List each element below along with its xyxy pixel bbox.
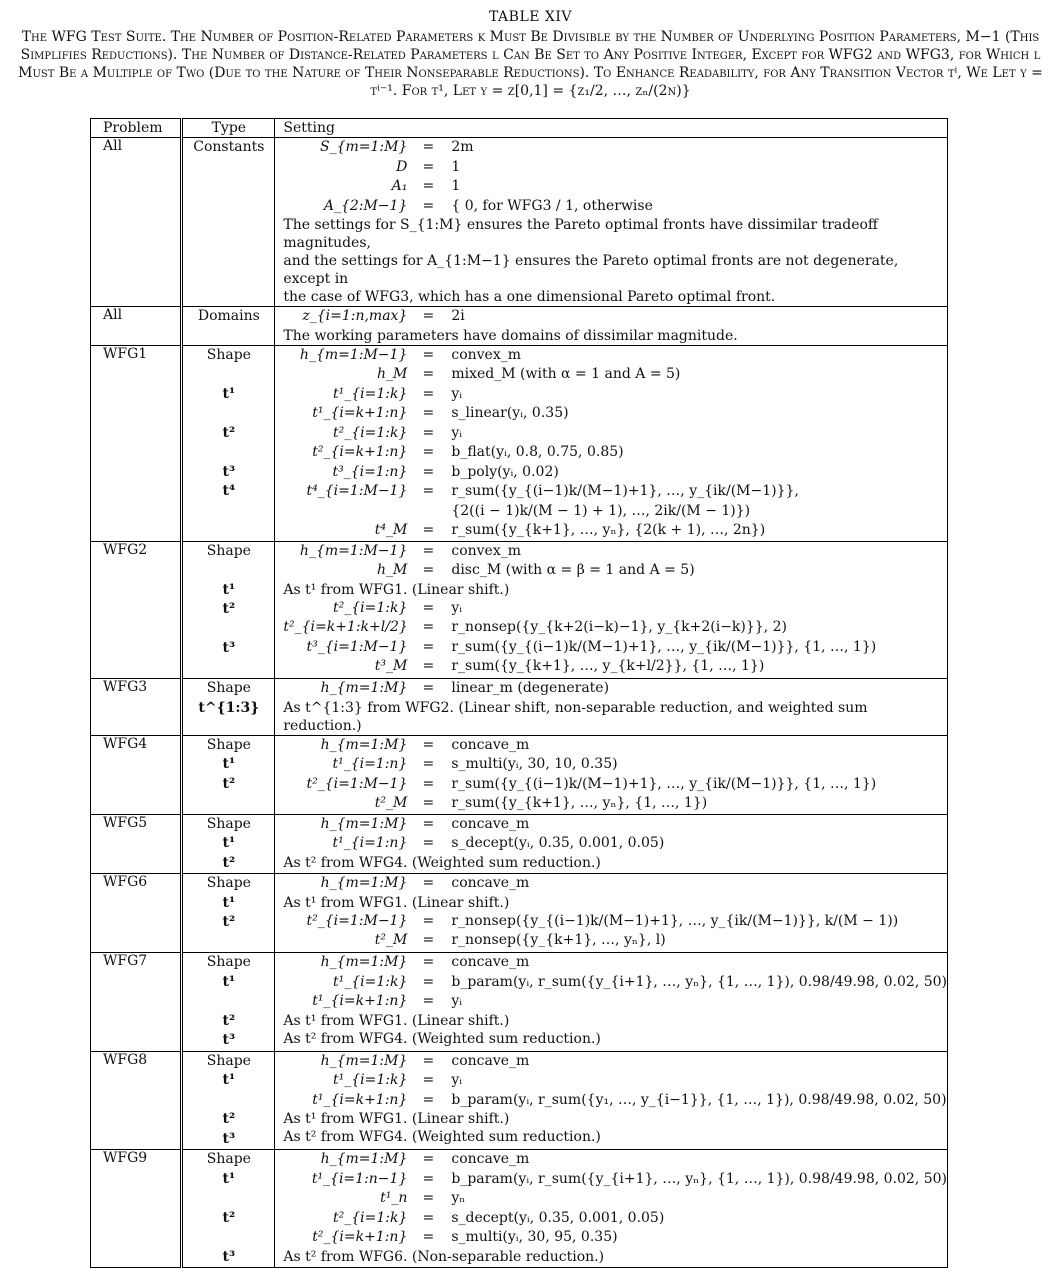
equation-lhs	[283, 502, 413, 522]
equation-rhs: yᵢ	[451, 385, 463, 402]
equation-lhs: t³_{i=1:M−1}	[306, 638, 408, 655]
equation-rhs: r_sum({y_{k+1}, …, yₙ}, {1, …, 1})	[451, 795, 708, 811]
equation-row	[283, 424, 947, 444]
type-entry	[183, 1091, 274, 1111]
equation-lhs: z_{i=1:n,max}	[302, 308, 408, 324]
equals-sign: =	[422, 736, 435, 753]
problem-cell: All	[91, 138, 182, 307]
type-entry	[183, 992, 274, 1012]
equation-rhs: s_linear(yᵢ, 0.35)	[451, 405, 569, 421]
type-cell	[182, 953, 275, 1052]
table-row	[91, 735, 948, 814]
table-row	[91, 1150, 948, 1268]
type-entry: Shape	[206, 954, 251, 970]
equation-rhs: s_multi(yᵢ, 30, 10, 0.35)	[451, 756, 618, 772]
setting-note: the case of WFG3, which has a one dimensional Pareto optimal front.	[283, 289, 776, 305]
table-caption	[0, 0, 1061, 100]
problem-cell: WFG8	[91, 1051, 182, 1150]
equation-row	[283, 1228, 947, 1248]
equation-row	[283, 953, 947, 973]
equation-rhs: b_param(yᵢ, r_sum({y_{i+1}, …, yₙ}, {1, …, 1}), 0.98/49.98, 0.02, 50)	[451, 1170, 947, 1187]
equals-sign: =	[422, 405, 435, 421]
equation-row	[283, 502, 947, 522]
setting-note: As t² from WFG4. (Weighted sum reduction.)	[283, 1129, 601, 1145]
type-entry	[183, 404, 274, 424]
equation-lhs: t²_M	[374, 932, 408, 948]
equation-rhs: convex_m	[451, 542, 522, 559]
equals-sign: =	[422, 1229, 435, 1245]
type-entry: t¹	[222, 581, 236, 598]
equation-rhs: yᵢ	[451, 424, 463, 441]
problem-cell: WFG6	[91, 874, 182, 953]
equals-sign: =	[422, 366, 435, 382]
equation-lhs: h_{m=1:M}	[320, 875, 408, 891]
type-entry	[183, 1228, 274, 1248]
equation-rhs: concave_m	[451, 954, 530, 970]
type-entry: Shape	[206, 346, 251, 363]
setting-note: As t¹ from WFG1. (Linear shift.)	[283, 894, 510, 911]
type-entry: Shape	[206, 1151, 251, 1167]
table-row	[91, 953, 948, 1052]
table-row	[91, 1051, 948, 1150]
equals-sign: =	[422, 444, 435, 460]
equation-row	[283, 638, 947, 658]
equation-row	[283, 346, 947, 366]
equation-lhs: h_{m=1:M}	[320, 815, 408, 832]
equation-rhs: r_sum({y_{(i−1)k/(M−1)+1}, …, y_{ik/(M−1)}}, {1, …, 1})	[451, 638, 877, 655]
problem-cell: WFG5	[91, 814, 182, 874]
table-label: TABLE XIV	[488, 9, 573, 25]
equals-sign	[413, 502, 443, 522]
setting-cell	[275, 345, 948, 541]
equals-sign: =	[422, 463, 435, 480]
table-row	[91, 874, 948, 953]
equals-sign: =	[422, 775, 435, 792]
equation-row	[283, 931, 947, 951]
equation-row	[283, 657, 947, 677]
equation-rhs: 2m	[451, 139, 474, 155]
type-entry: t²	[222, 601, 236, 617]
equation-rhs: r_sum({y_{k+1}, …, yₙ}, {2(k + 1), …, 2n})	[451, 522, 766, 538]
equation-rhs: b_param(yᵢ, r_sum({y₁, …, y_{i−1}}, {1, …, 1}), 0.98/49.98, 0.02, 50)	[451, 1091, 947, 1108]
equals-sign: =	[422, 1209, 435, 1226]
equation-lhs: D	[396, 158, 408, 175]
equation-row	[283, 307, 947, 327]
problem-cell: WFG4	[91, 735, 182, 814]
equation-lhs: t¹_n	[380, 1190, 408, 1206]
setting-cell	[275, 874, 948, 953]
type-entry: t¹	[222, 973, 236, 990]
equation-row	[283, 463, 947, 483]
type-entry: t¹	[222, 1072, 236, 1088]
type-entry	[183, 659, 274, 679]
equation-row	[283, 1170, 947, 1190]
equals-sign: =	[422, 1151, 435, 1167]
equation-lhs: h_{m=1:M−1}	[299, 542, 408, 559]
table-row	[91, 679, 948, 736]
equals-sign: =	[422, 385, 435, 402]
equals-sign: =	[422, 1072, 435, 1088]
problem-cell: WFG2	[91, 541, 182, 679]
equation-rhs: r_sum({y_{(i−1)k/(M−1)+1}, …, y_{ik/(M−1)}}, {1, …, 1})	[451, 775, 877, 792]
setting-note: As t² from WFG4. (Weighted sum reduction.)	[283, 1030, 601, 1047]
equation-row	[283, 1209, 947, 1229]
type-entry: t²	[222, 1111, 236, 1127]
equation-rhs: 2i	[451, 308, 465, 324]
header-setting: Setting	[275, 119, 948, 138]
equation-row	[283, 912, 947, 932]
setting-cell	[275, 541, 948, 679]
equation-lhs: h_{m=1:M}	[320, 1151, 408, 1167]
equals-sign: =	[422, 424, 435, 441]
setting-note: As t² from WFG4. (Weighted sum reduction.)	[283, 854, 601, 871]
type-entry: Shape	[206, 542, 251, 559]
equation-rhs: r_sum({y_{(i−1)k/(M−1)+1}, …, y_{ik/(M−1)}},	[451, 483, 799, 499]
table-row	[91, 138, 948, 307]
equation-row	[283, 1091, 947, 1111]
caption-text: The WFG Test Suite. The Number of Position-Related Parameters k Must Be Divisible by the Number of Underlying Position Parameters, M−1 (This Simplifies Reductions). The Number of Distance-Related Parameters l Can Be Set to Any Positive Integer, Except for WFG2 and WFG3, for Which l Must Be a Multiple of Two (Due to the Nature of Their Nonseparable Reductions). To Enhance Readability, for Any Transition Vector tⁱ, We Let y = tⁱ⁻¹. For t¹, Let y = z[0,1] = {z₁/2, …, zₙ/(2n)}	[18, 29, 1043, 99]
type-entry: t¹	[222, 385, 236, 402]
type-entry: t¹	[222, 756, 236, 772]
equals-sign: =	[422, 522, 435, 538]
equals-sign: =	[422, 912, 435, 929]
equation-rhs: r_nonsep({y_{k+1}, …, yₙ}, l)	[451, 932, 666, 948]
equation-row	[283, 365, 947, 385]
setting-cell	[275, 1051, 948, 1150]
equation-row	[283, 521, 947, 541]
equation-lhs: A₁	[391, 178, 408, 194]
equals-sign: =	[422, 483, 435, 499]
equation-rhs: yₙ	[451, 1190, 466, 1206]
equation-lhs: t¹_{i=k+1:n}	[312, 405, 408, 421]
equation-lhs: h_M	[377, 366, 408, 382]
type-entry: t²	[222, 1209, 236, 1226]
table-row	[91, 541, 948, 679]
type-cell	[182, 307, 275, 346]
equation-rhs: r_nonsep({y_{(i−1)k/(M−1)+1}, …, y_{ik/(M−1)}}, k/(M − 1))	[451, 912, 899, 929]
type-entry	[183, 521, 274, 541]
equation-row	[283, 973, 947, 993]
equals-sign: =	[422, 1052, 435, 1069]
type-cell	[182, 541, 275, 679]
problem-cell: WFG1	[91, 345, 182, 541]
equals-sign: =	[422, 197, 435, 214]
setting-note: The working parameters have domains of dissimilar magnitude.	[283, 327, 738, 344]
equation-rhs: r_sum({y_{k+1}, …, y_{k+l/2}}, {1, …, 1})	[451, 658, 765, 674]
equation-lhs: S_{m=1:M}	[319, 139, 408, 155]
equation-lhs: t²_{i=1:M−1}	[306, 775, 408, 792]
equation-rhs: concave_m	[451, 875, 530, 891]
equation-rhs: { 0, for WFG3 / 1, otherwise	[451, 197, 653, 214]
problem-cell: All	[91, 307, 182, 346]
header-type: Type	[182, 119, 275, 138]
equals-sign: =	[422, 638, 435, 655]
type-entry	[183, 561, 274, 581]
equation-row	[283, 874, 947, 894]
equation-rhs: yᵢ	[451, 599, 463, 616]
equation-rhs: yᵢ	[451, 1072, 463, 1088]
equation-rhs: s_multi(yᵢ, 30, 95, 0.35)	[451, 1229, 618, 1245]
equation-row	[283, 404, 947, 424]
type-entry	[183, 794, 274, 814]
type-entry: t¹	[222, 1170, 236, 1187]
setting-note: and the settings for A_{1:M−1} ensures the Pareto optimal fronts are not degenerate, except in	[283, 253, 899, 287]
equation-rhs: s_decept(yᵢ, 0.35, 0.001, 0.05)	[451, 835, 665, 851]
equation-row	[283, 561, 947, 581]
equation-row	[283, 679, 947, 699]
equation-row	[283, 1150, 947, 1170]
type-cell	[182, 1051, 275, 1150]
table-row	[91, 307, 948, 346]
equals-sign: =	[422, 542, 435, 559]
equation-rhs: s_decept(yᵢ, 0.35, 0.001, 0.05)	[451, 1209, 665, 1226]
setting-cell	[275, 814, 948, 874]
equation-lhs: h_M	[377, 562, 408, 578]
equals-sign: =	[422, 756, 435, 772]
setting-cell	[275, 138, 948, 307]
type-entry: t^{1:3}	[198, 699, 260, 716]
equation-row	[283, 542, 947, 562]
type-entry: Shape	[206, 736, 251, 753]
equals-sign: =	[422, 346, 435, 363]
equation-lhs: t¹_{i=1:k}	[332, 973, 408, 990]
equation-rhs: 1	[451, 178, 461, 194]
table-row	[91, 345, 948, 541]
equation-lhs: t³_M	[374, 658, 408, 674]
setting-cell	[275, 953, 948, 1052]
equation-rhs: linear_m (degenerate)	[451, 680, 610, 696]
equals-sign: =	[422, 658, 435, 674]
equation-lhs: t¹_{i=1:k}	[332, 1072, 408, 1088]
setting-note: The settings for S_{1:M} ensures the Pareto optimal fronts have dissimilar tradeoff magnitudes,	[283, 217, 878, 251]
setting-cell	[275, 735, 948, 814]
problem-cell: WFG3	[91, 679, 182, 736]
equals-sign: =	[422, 835, 435, 851]
equation-row	[283, 482, 947, 502]
equation-lhs: t¹_{i=k+1:n}	[312, 1091, 408, 1108]
table-row	[91, 814, 948, 874]
type-entry: t¹	[222, 894, 236, 911]
equals-sign: =	[422, 954, 435, 970]
wfg-table	[90, 118, 948, 1268]
equals-sign: =	[422, 815, 435, 832]
equation-rhs: concave_m	[451, 1052, 530, 1069]
setting-cell	[275, 1150, 948, 1268]
equation-row	[283, 158, 947, 178]
equals-sign: =	[422, 308, 435, 324]
equation-row	[283, 992, 947, 1012]
equals-sign: =	[422, 875, 435, 891]
problem-cell: WFG9	[91, 1150, 182, 1268]
setting-note: As t¹ from WFG1. (Linear shift.)	[283, 1111, 510, 1127]
equals-sign: =	[422, 178, 435, 194]
equation-lhs: t²_{i=k+1:k+l/2}	[283, 619, 408, 635]
equation-rhs: r_nonsep({y_{k+2(i−k)−1}, y_{k+2(i−k)}}, 2)	[451, 619, 787, 635]
type-cell	[182, 735, 275, 814]
equation-rhs: mixed_M (with α = 1 and A = 5)	[451, 366, 681, 382]
equals-sign: =	[422, 139, 435, 155]
setting-note: As t^{1:3} from WFG2. (Linear shift, non-separable reduction, and weighted sum reduction.)	[283, 699, 868, 734]
equation-row	[283, 794, 947, 814]
equation-rhs: disc_M (with α = β = 1 and A = 5)	[451, 562, 695, 578]
equation-lhs: h_{m=1:M−1}	[299, 346, 408, 363]
equation-lhs: t⁴_M	[374, 522, 408, 538]
setting-note: As t¹ from WFG1. (Linear shift.)	[283, 1012, 510, 1029]
equation-row	[283, 834, 947, 854]
type-entry: t³	[222, 1130, 236, 1147]
equation-rhs: 1	[451, 158, 461, 175]
equation-row	[283, 736, 947, 756]
equation-row	[283, 618, 947, 638]
equation-rhs: b_poly(yᵢ, 0.02)	[451, 463, 559, 480]
equation-row	[283, 775, 947, 795]
equation-row	[283, 443, 947, 463]
equation-lhs: h_{m=1:M}	[320, 736, 408, 753]
equation-lhs: t¹_{i=1:n−1}	[311, 1170, 408, 1187]
equation-lhs: t¹_{i=1:n}	[332, 835, 408, 851]
equation-row	[283, 177, 947, 197]
type-cell	[182, 874, 275, 953]
type-entry: t³	[222, 1032, 236, 1048]
equation-lhs: t²_M	[374, 795, 408, 811]
equation-rhs: {2((i − 1)k/(M − 1) + 1), …, 2ik/(M − 1)})	[451, 502, 751, 519]
type-entry: t²	[222, 1012, 236, 1029]
equation-rhs: b_flat(yᵢ, 0.8, 0.75, 0.85)	[451, 444, 624, 460]
setting-note: As t² from WFG6. (Non-separable reduction.)	[283, 1248, 605, 1265]
equation-lhs: t²_{i=1:k}	[332, 599, 408, 616]
equation-rhs: yᵢ	[451, 993, 463, 1009]
type-entry: t³	[222, 1248, 236, 1265]
type-entry	[183, 1189, 274, 1209]
equation-row	[283, 755, 947, 775]
type-cell	[182, 1150, 275, 1268]
equation-row	[283, 1071, 947, 1091]
type-entry: t³	[222, 640, 236, 656]
type-entry	[183, 620, 274, 640]
type-entry: Shape	[206, 875, 251, 891]
type-entry: t²	[222, 914, 236, 930]
equation-rhs: concave_m	[451, 1151, 530, 1167]
equation-lhs: t⁴_{i=1:M−1}	[306, 483, 408, 499]
type-entry	[183, 443, 274, 463]
equation-rhs: convex_m	[451, 346, 522, 363]
type-entry: t²	[222, 424, 236, 441]
equals-sign: =	[422, 599, 435, 616]
equals-sign: =	[422, 932, 435, 948]
equals-sign: =	[422, 680, 435, 696]
equation-lhs: t¹_{i=k+1:n}	[312, 993, 408, 1009]
type-entry: Shape	[206, 1052, 251, 1069]
equation-rhs: concave_m	[451, 736, 530, 753]
type-cell	[182, 345, 275, 541]
equation-lhs: t²_{i=1:k}	[332, 1209, 408, 1226]
type-entry	[183, 365, 274, 385]
type-entry	[183, 933, 274, 953]
equals-sign: =	[422, 1091, 435, 1108]
equation-lhs: t¹_{i=1:k}	[332, 385, 408, 402]
setting-note: As t¹ from WFG1. (Linear shift.)	[283, 581, 510, 598]
equation-lhs: h_{m=1:M}	[320, 954, 408, 970]
equals-sign: =	[422, 973, 435, 990]
type-entry: Shape	[206, 815, 251, 832]
type-cell	[182, 814, 275, 874]
problem-cell: WFG7	[91, 953, 182, 1052]
equation-lhs: t²_{i=k+1:n}	[312, 444, 408, 460]
equals-sign: =	[422, 1190, 435, 1206]
equation-lhs: t¹_{i=1:n}	[332, 756, 408, 772]
equals-sign: =	[422, 993, 435, 1009]
equals-sign: =	[422, 158, 435, 175]
type-entry: t²	[222, 775, 236, 792]
setting-cell	[275, 679, 948, 736]
equation-row	[283, 385, 947, 405]
type-entry: t⁴	[222, 483, 236, 499]
table-body	[91, 138, 948, 1268]
type-entry: t¹	[222, 835, 236, 851]
equals-sign: =	[422, 619, 435, 635]
equals-sign: =	[422, 562, 435, 578]
equation-rhs: concave_m	[451, 815, 530, 832]
type-entry	[183, 502, 274, 522]
type-cell	[182, 679, 275, 736]
equation-lhs: t²_{i=k+1:n}	[312, 1229, 408, 1245]
equation-lhs: t²_{i=1:M−1}	[306, 912, 408, 929]
equals-sign: =	[422, 795, 435, 811]
equation-row	[283, 815, 947, 835]
type-entry: t³	[222, 463, 236, 480]
equation-lhs: A_{2:M−1}	[323, 197, 408, 214]
equation-lhs: t²_{i=1:k}	[332, 424, 408, 441]
equation-lhs: t³_{i=1:n}	[332, 463, 408, 480]
type-entry: t²	[222, 854, 236, 871]
type-cell	[182, 138, 275, 307]
equation-lhs: h_{m=1:M}	[320, 1052, 408, 1069]
equation-rhs: b_param(yᵢ, r_sum({y_{i+1}, …, yₙ}, {1, …, 1}), 0.98/49.98, 0.02, 50)	[451, 973, 947, 990]
equation-row	[283, 1052, 947, 1072]
equation-row	[283, 1189, 947, 1209]
equation-row	[283, 138, 947, 158]
header-problem: Problem	[91, 119, 182, 138]
type-entry: Domains	[197, 308, 260, 324]
equation-row	[283, 599, 947, 619]
type-entry: Constants	[193, 139, 265, 155]
equation-lhs: h_{m=1:M}	[320, 680, 408, 696]
type-entry: Shape	[206, 680, 251, 696]
setting-cell	[275, 307, 948, 346]
equation-row	[283, 197, 947, 217]
equals-sign: =	[422, 1170, 435, 1187]
